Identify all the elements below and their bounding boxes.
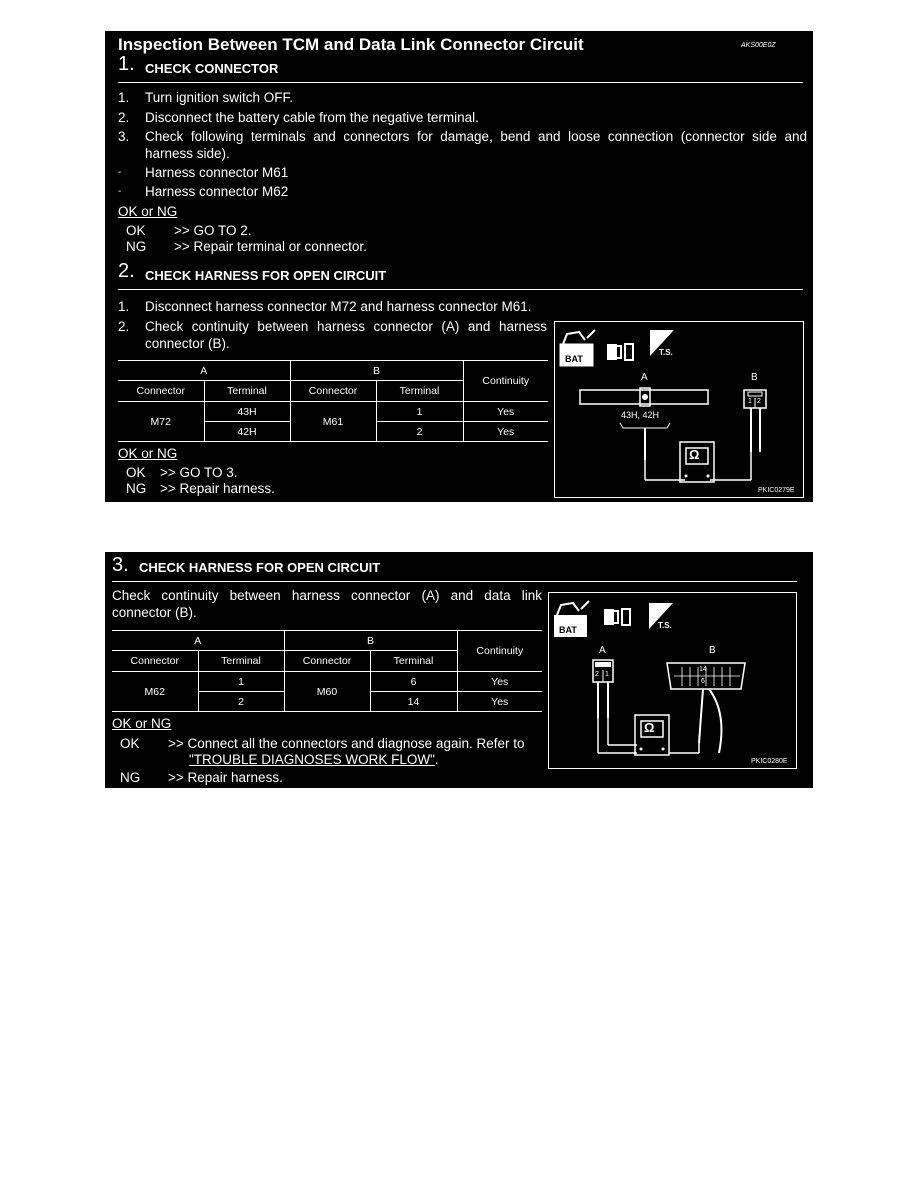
step3-number: 3. (112, 554, 129, 576)
figure-code: PKIC0280E (751, 758, 788, 765)
item-text: Harness connector M62 (145, 184, 289, 199)
table-cell: Yes (457, 672, 542, 692)
step3-ng-label: NG (120, 770, 141, 785)
step2-item (118, 318, 558, 352)
step1-number: 1. (118, 53, 135, 75)
table-cell-connector-b: M61 (290, 402, 376, 442)
ts-label: T.S. (659, 348, 673, 357)
figure-code: PKIC0279E (758, 487, 795, 494)
step2-item (118, 298, 558, 315)
step2-continuity-table (118, 360, 548, 442)
table-header-b: B (284, 631, 457, 651)
step1-ok-text: >> GO TO 2. (174, 223, 252, 238)
step3-ok-text: >> Connect all the connectors and diagnose again. Refer to (168, 736, 525, 751)
ts-label: T.S. (658, 621, 672, 630)
table-cell: Yes (497, 425, 515, 438)
label-a: A (599, 645, 606, 656)
table-header-continuity: Continuity (463, 361, 548, 402)
bat-label: BAT (565, 354, 583, 364)
pin-1-label: 1 (748, 398, 752, 405)
step3-wiring-diagram (548, 592, 797, 769)
diagram-artwork (555, 322, 803, 497)
table-cell: 43H (204, 402, 290, 422)
pin-1-label: 1 (605, 671, 609, 678)
step1-ng-label: NG (126, 239, 147, 254)
item-number: 3. (118, 129, 130, 144)
step2-divider (118, 289, 803, 290)
link-suffix: . (434, 752, 439, 767)
table-cell-connector-b: M60 (284, 672, 370, 712)
inspection-panel-steps-1-2 (105, 31, 813, 502)
table-header-a: A (118, 361, 290, 381)
doc-code: AKS00E0Z (741, 42, 776, 49)
label-b: B (709, 645, 716, 656)
table-header-terminal: Terminal (376, 381, 463, 402)
item-number: 2. (118, 110, 130, 125)
step1-divider (118, 82, 803, 83)
step1-ok-or-ng-heading: OK or NG (118, 204, 178, 219)
table-header-continuity: Continuity (457, 631, 542, 672)
item-number: 1. (118, 299, 130, 314)
step2-number: 2. (118, 260, 135, 282)
step1-item (118, 128, 808, 162)
step1-title: CHECK CONNECTOR (145, 61, 279, 76)
inspection-panel-step-3 (105, 552, 813, 788)
step3-ok-label: OK (120, 736, 140, 751)
table-header-terminal: Terminal (370, 651, 457, 672)
item-number: 1. (118, 90, 130, 105)
table-header-connector: Connector (284, 651, 370, 672)
pin-2-label: 2 (757, 398, 761, 405)
terminals-a-label: 43H, 42H (621, 410, 660, 420)
step3-instruction: Check continuity between harness connector (A) and data link connector (B). (112, 588, 542, 620)
label-b: B (751, 372, 758, 383)
table-cell: 1 (376, 402, 463, 422)
table-cell: 1 (198, 672, 284, 692)
item-text: Disconnect harness connector M72 and harness connector M61. (145, 299, 532, 314)
bullet-dash: - (118, 186, 122, 197)
table-header-a: A (112, 631, 284, 651)
table-cell: 6 (370, 672, 457, 692)
step3-title: CHECK HARNESS FOR OPEN CIRCUIT (139, 560, 381, 575)
item-text: Disconnect the battery cable from the negative terminal. (145, 110, 479, 125)
step3-divider (112, 581, 797, 582)
item-text: Turn ignition switch OFF. (145, 90, 294, 105)
table-cell: 14 (370, 692, 457, 712)
table-header-connector: Connector (112, 651, 198, 672)
trouble-diagnoses-link[interactable]: "TROUBLE DIAGNOSES WORK FLOW" (189, 752, 435, 767)
table-header-connector: Connector (290, 381, 376, 402)
connector-icon (607, 344, 633, 360)
step1-ng-text: >> Repair terminal or connector. (174, 239, 367, 254)
pin-6-label: 6 (701, 678, 705, 685)
table-cell: 2 (376, 422, 463, 442)
step3-ok-reference (189, 752, 439, 767)
bullet-dash: - (118, 167, 122, 178)
ohm-icon: Ω (689, 447, 700, 462)
table-header-terminal: Terminal (198, 651, 284, 672)
step2-ok-label: OK (126, 465, 146, 480)
connector-icon (604, 609, 630, 625)
table-cell: 2 (198, 692, 284, 712)
diagram-artwork (549, 593, 796, 768)
step1-item (118, 109, 808, 126)
table-header-terminal: Terminal (204, 381, 290, 402)
bat-label: BAT (559, 625, 577, 635)
item-text: Check continuity between harness connector (A) and harness connector (B). (145, 319, 547, 351)
step3-ok-or-ng-heading: OK or NG (112, 716, 172, 731)
step2-wiring-diagram (554, 321, 804, 498)
step3-continuity-table (112, 630, 542, 712)
table-cell-connector-a: M62 (112, 672, 198, 712)
step2-title: CHECK HARNESS FOR OPEN CIRCUIT (145, 268, 387, 283)
step1-ok-label: OK (126, 223, 146, 238)
step1-item (118, 89, 808, 106)
table-header-connector: Connector (118, 381, 204, 402)
ohm-icon: Ω (644, 720, 655, 735)
step2-ok-or-ng-heading: OK or NG (118, 446, 178, 461)
table-cell-connector-a: M72 (118, 402, 204, 442)
step1-bullet (118, 164, 808, 181)
pin-2-label: 2 (595, 671, 599, 678)
table-cell: Yes (463, 402, 548, 422)
item-text: Harness connector M61 (145, 165, 289, 180)
table-cell: Yes (491, 695, 509, 708)
label-a: A (641, 372, 648, 383)
step2-ng-text: >> Repair harness. (160, 481, 275, 496)
table-header-b: B (290, 361, 463, 381)
step3-ng-text: >> Repair harness. (168, 770, 283, 785)
step2-ng-label: NG (126, 481, 147, 496)
section-title: Inspection Between TCM and Data Link Connector Circuit (118, 35, 584, 54)
pin-14-label: 14 (699, 666, 707, 673)
step2-ok-text: >> GO TO 3. (160, 465, 238, 480)
item-number: 2. (118, 319, 130, 334)
item-text: Check following terminals and connectors for damage, bend and loose connection (connector side and harness side). (145, 129, 807, 161)
step1-bullet (118, 183, 808, 200)
table-cell: 42H (204, 422, 290, 442)
